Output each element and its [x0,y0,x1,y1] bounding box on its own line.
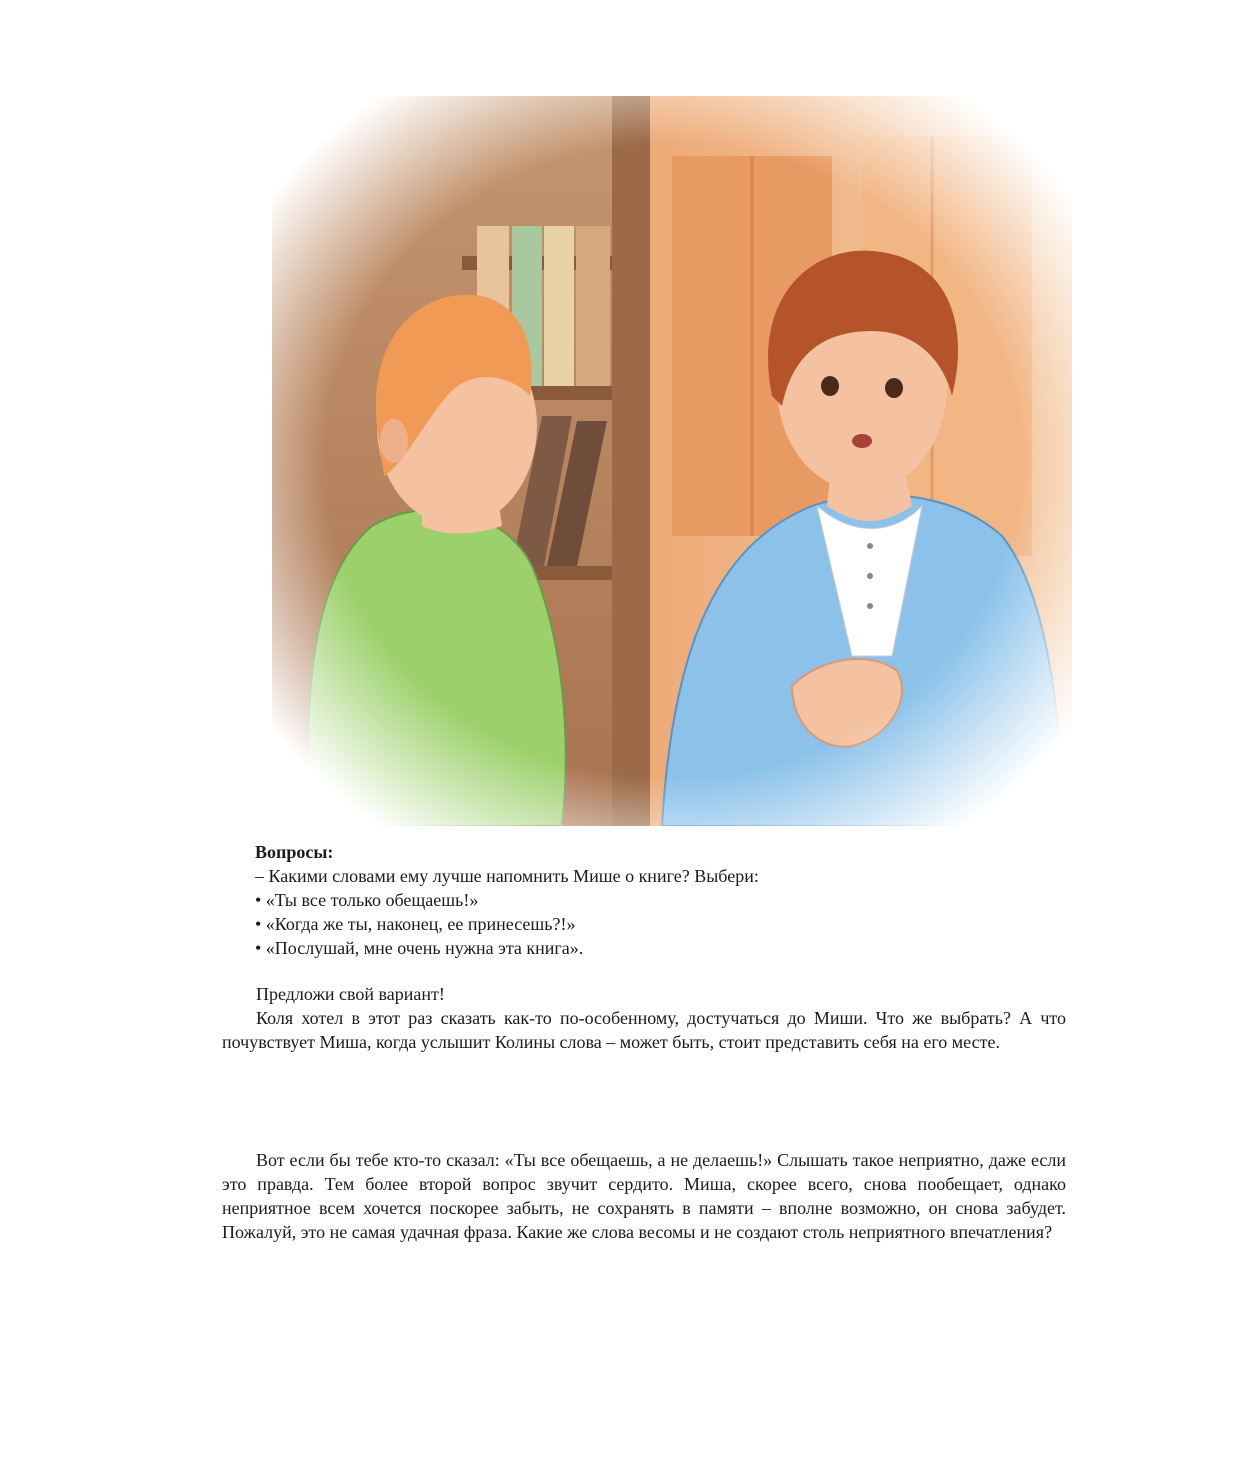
option-item: • «Ты все только обещаешь!» [255,890,479,910]
illustration-two-boys-library [272,96,1072,826]
paragraph-2: Вот если бы тебе кто-то сказал: «Ты все обещаешь, а не делаешь!» Слышать такое неприятно, даже если это правда. Тем более второй вопрос звучит сердито. Миша, скорее всего, снова пообещает, однако неприятное всем хочется поскорее забыть, не сохранять в памяти – вполне возможно, он снова забудет. Пожалуй, это не самая удачная фраза. Какие же слова весомы и не создают столь неприятного впечатления? [222,1150,1066,1242]
option-item: • «Когда же ты, наконец, ее принесешь?!» [255,914,576,934]
illustration-svg [272,96,1072,826]
paragraph-1: Коля хотел в этот раз сказать как-то по-особенному, достучаться до Миши. Что же выбрать? А что почувствует Миша, когда услышит Колины слова – может быть, стоит представить себя на его месте. [222,1008,1066,1052]
questions-prompt: – Какими словами ему лучше напомнить Мише о книге? Выбери: [255,866,759,886]
questions-block [255,840,1075,960]
suggest-line: Предложи свой вариант! [256,984,445,1004]
option-item: • «Послушай, мне очень нужна эта книга». [255,938,584,958]
questions-heading: Вопросы: [255,842,334,862]
vignette [272,96,1072,826]
